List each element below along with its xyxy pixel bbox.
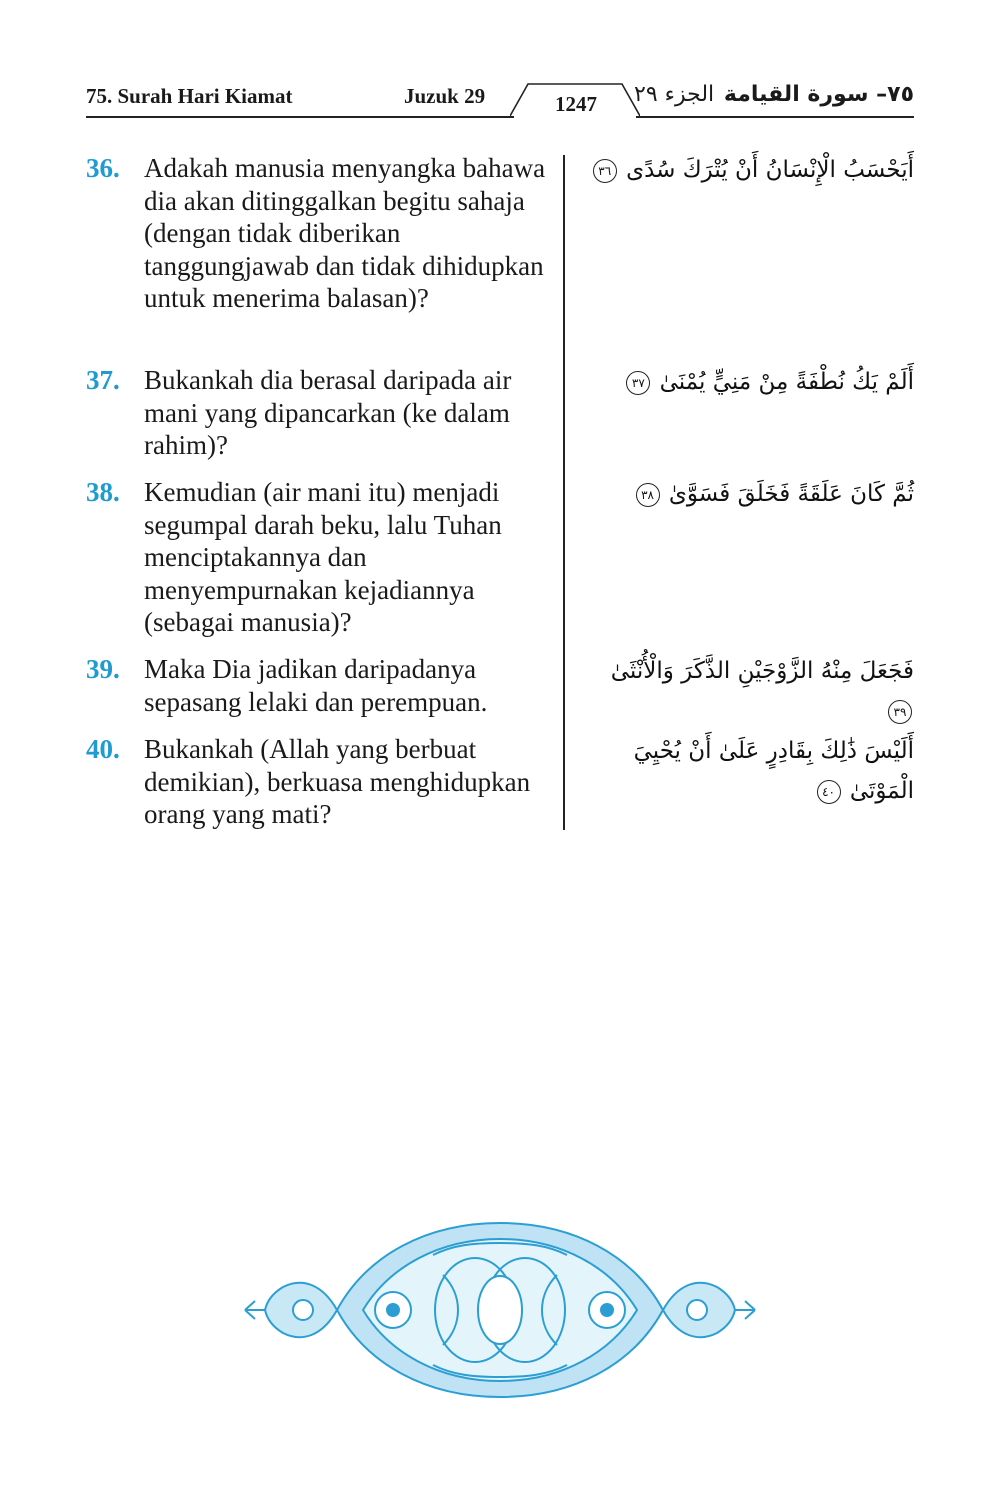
arabic-verse-38	[584, 474, 914, 514]
page-number: 1247	[555, 92, 597, 116]
arabic-verse-37	[584, 362, 914, 402]
verse-number: 38.	[86, 477, 120, 507]
surah-title: 75. Surah Hari Kiamat	[86, 84, 293, 108]
header-rule	[86, 115, 914, 119]
ayah-number-marker: ٤٠	[817, 780, 841, 804]
juz-arabic: الجزء ٢٩	[634, 82, 715, 107]
arabic-verse-36	[584, 150, 914, 190]
verse-translation: Bukankah dia berasal daripada air mani yang dipancarkan (ke dalam rahim)?	[144, 365, 512, 460]
arabic-text: أَلَمْ يَكُ نُطْفَةً مِنْ مَنِيٍّ يُمْنَىٰ	[659, 369, 914, 395]
arabic-text: أَيَحْسَبُ الْإِنْسَانُ أَنْ يُتْرَكَ سُدًى	[626, 157, 914, 183]
verse-translation: Adakah manusia menyangka bahawa dia akan ditinggalkan begitu sahaja (dengan tidak diberikan tanggungjawab dan tidak dihidupkan untuk menerima balasan)?	[144, 153, 546, 313]
ayah-number-marker: ٣٩	[888, 700, 912, 724]
verse-translation: Bukankah (Allah yang berbuat demikian), berkuasa menghidupkan orang yang mati?	[144, 734, 531, 829]
surah-end-ornament-icon	[243, 1215, 757, 1405]
verse-translation: Maka Dia jadikan daripadanya sepasang lelaki dan perempuan.	[144, 654, 488, 717]
verse-number: 40.	[86, 734, 120, 764]
ayah-number-marker: ٣٨	[636, 483, 660, 507]
arabic-text: أَلَيْسَ ذَٰلِكَ بِقَادِرٍ عَلَىٰ أَنْ يُحْيِيَ الْمَوْتَىٰ	[633, 738, 914, 804]
juzuk-label: Juzuk 29	[404, 84, 486, 108]
arabic-text: ثُمَّ كَانَ عَلَقَةً فَخَلَقَ فَسَوَّىٰ	[668, 481, 914, 507]
verse-number: 39.	[86, 654, 120, 684]
page-header	[86, 80, 914, 124]
arabic-text: فَجَعَلَ مِنْهُ الزَّوْجَيْنِ الذَّكَرَ وَالْأُنْثَىٰ	[610, 658, 914, 684]
verse-number: 37.	[86, 365, 120, 395]
surah-title-arabic: ٧٥– سورة القيامة	[723, 82, 914, 107]
ayah-number-marker: ٣٧	[626, 371, 650, 395]
verse-translation: Kemudian (air mani itu) menjadi segumpal darah beku, lalu Tuhan menciptakannya dan menyempurnakan kejadiannya (sebagai manusia)?	[144, 477, 502, 637]
ayah-number-marker: ٣٦	[593, 159, 617, 183]
arabic-verse-39	[584, 651, 914, 731]
verse-number: 36.	[86, 153, 120, 183]
arabic-verse-40	[584, 731, 914, 811]
